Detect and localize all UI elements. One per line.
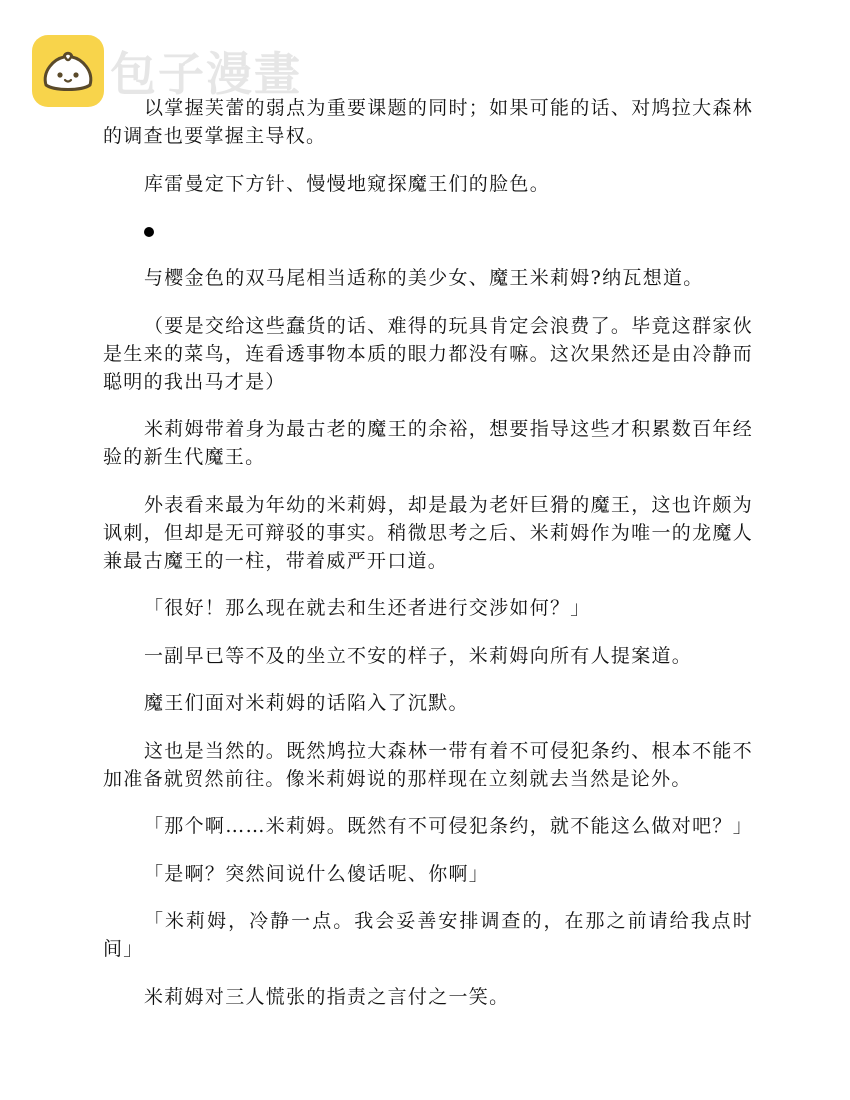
watermark-logo bbox=[32, 35, 104, 107]
dialogue-line: 「是啊？突然间说什么傻话呢、你啊」 bbox=[144, 862, 490, 885]
paragraph: 外表看来最为年幼的米莉姆，却是最为老奸巨猾的魔王，这也许颇为讽刺，但却是无可辩驳的事实。稍微思考之后、米莉姆作为唯一的龙魔人兼最古魔王的一柱，带着威严开口道。 bbox=[103, 493, 754, 572]
dialogue-line: 「很好！那么现在就去和生还者进行交涉如何？」 bbox=[144, 597, 591, 619]
dialogue-line: 「米莉姆，冷静一点。我会妥善安排调查的，在那之前请给我点时间」 bbox=[103, 910, 753, 960]
document-body bbox=[103, 94, 753, 1030]
paragraph: 与樱金色的双马尾相当适称的美少女、魔王米莉姆?纳瓦想道。 bbox=[144, 267, 704, 289]
paragraph: 这也是当然的。既然鸠拉大森林一带有着不可侵犯条约、根本不能不加准备就贸然前往。像米莉姆说的那样现在立刻就去当然是论外。 bbox=[103, 739, 754, 790]
paragraph: 米莉姆带着身为最古老的魔王的余裕，想要指导这些才积累数百年经验的新生代魔王。 bbox=[103, 418, 754, 468]
paragraph: 米莉姆对三人慌张的指责之言付之一笑。 bbox=[144, 985, 510, 1008]
paragraph: 以掌握芙蕾的弱点为重要课题的同时；如果可能的话、对鸠拉大森林的调查也要掌握主导权。 bbox=[103, 97, 754, 147]
watermark-text: 包子漫畫 bbox=[110, 47, 302, 101]
paragraph: 一副早已等不及的坐立不安的样子，米莉姆向所有人提案道。 bbox=[144, 644, 693, 667]
steamed-bun-icon bbox=[32, 35, 104, 107]
paragraph: （要是交给这些蠢货的话、难得的玩具肯定会浪费了。毕竟这群家伙是生来的菜鸟，连看透事物本质的眼力都没有嘛。这次果然还是由冷静而聪明的我出马才是） bbox=[103, 314, 754, 393]
paragraph: 魔王们面对米莉姆的话陷入了沉默。 bbox=[144, 692, 469, 714]
dialogue-line: 「那个啊……米莉姆。既然有不可侵犯条约，就不能这么做对吧？」 bbox=[144, 815, 754, 837]
section-break-bullet bbox=[144, 217, 753, 245]
paragraph: 库雷曼定下方针、慢慢地窥探魔王们的脸色。 bbox=[144, 172, 551, 195]
bullet-dot-icon bbox=[144, 227, 154, 237]
